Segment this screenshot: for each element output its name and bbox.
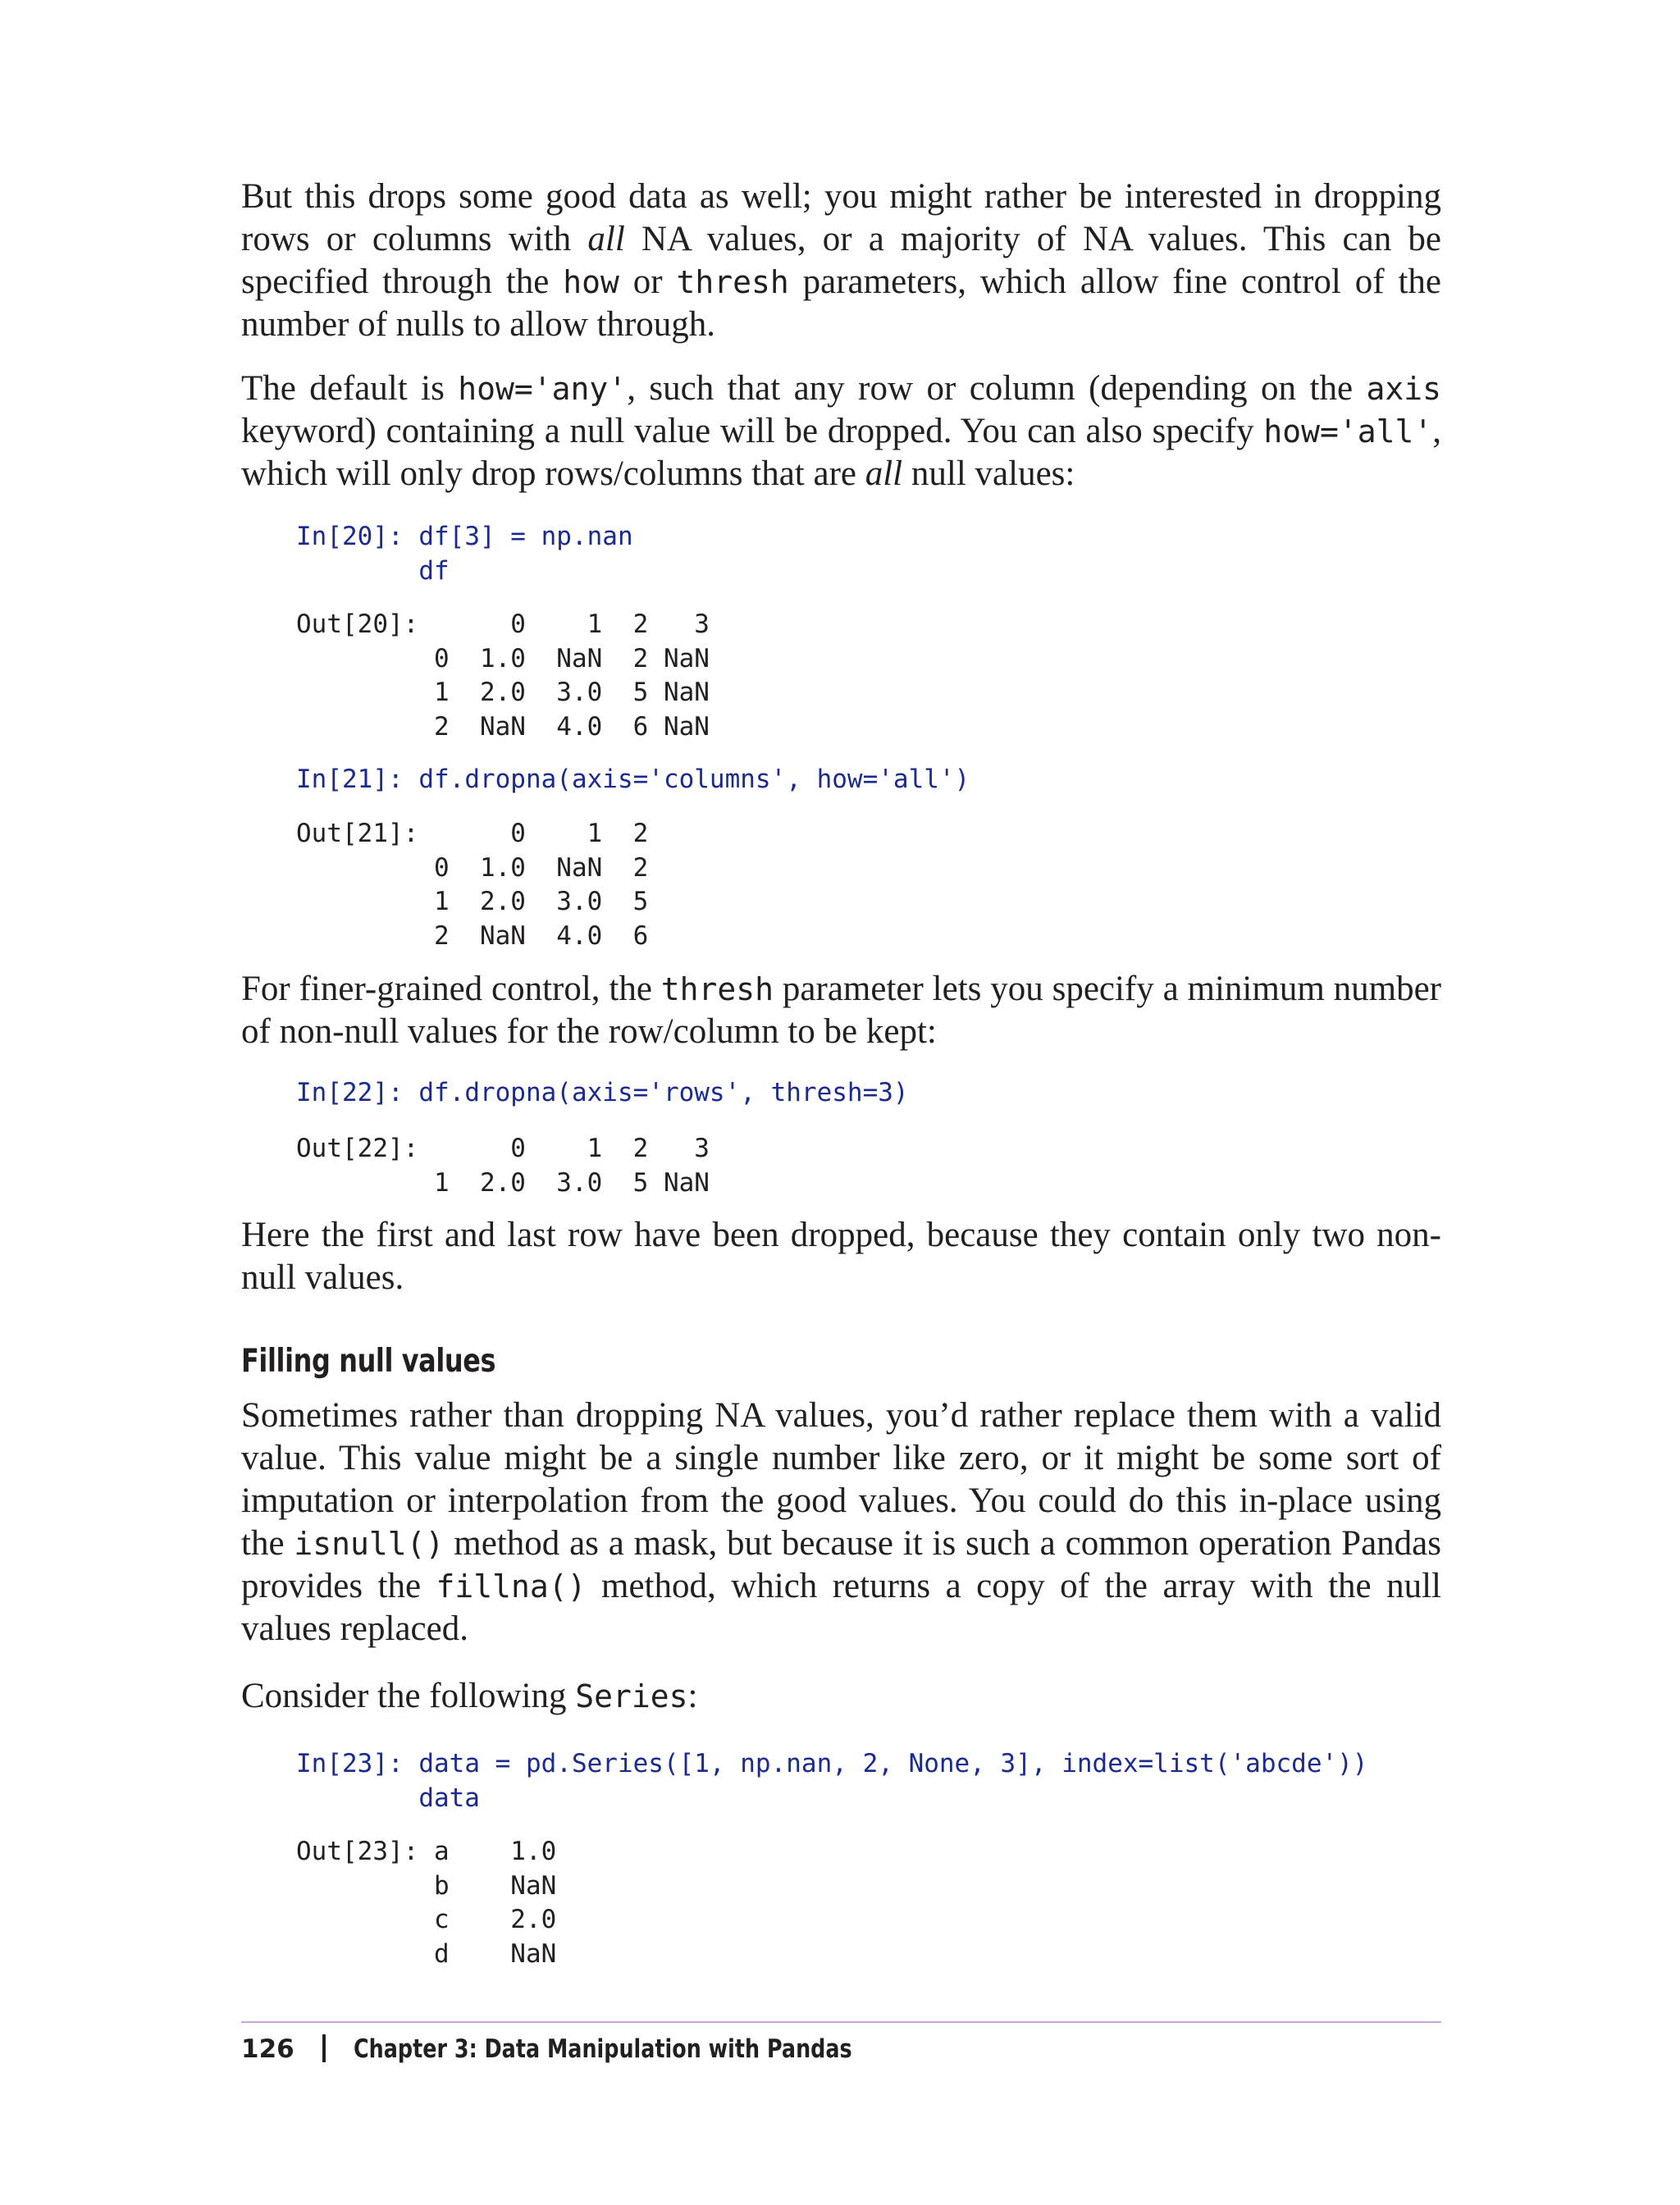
- output-prompt: Out[20]:: [296, 609, 419, 639]
- output-prompt: Out[22]:: [296, 1134, 419, 1163]
- input-prompt: In[23]:: [296, 1749, 404, 1778]
- paragraph-consider-series: [241, 1675, 1441, 1718]
- table-row: 1 2.0 3.0 5 NaN: [433, 678, 710, 707]
- inline-code: isnull(): [294, 1526, 445, 1562]
- code-line: df.dropna(axis='columns', how='all'): [418, 765, 970, 794]
- footer-rule: [241, 2021, 1441, 2023]
- paragraph-thresh: [241, 968, 1441, 1053]
- input-prompt: In[22]:: [296, 1078, 404, 1107]
- inline-code: Series: [575, 1678, 688, 1714]
- table-row: 0 1.0 NaN 2 NaN: [433, 643, 710, 673]
- text-span: The default is: [241, 369, 459, 408]
- output-prompt: Out[21]:: [296, 819, 419, 848]
- text-span: Here the first and last row have been dropped, because they contain only two nonnull values.: [241, 1216, 1441, 1297]
- page-number: 126: [241, 2034, 294, 2064]
- inline-code: axis: [1366, 371, 1441, 407]
- series-row: a 1.0: [433, 1837, 557, 1866]
- table-row: 2 NaN 4.0 6: [433, 920, 649, 951]
- paragraph-how-default: [241, 368, 1441, 495]
- input-prompt: In[20]:: [296, 522, 404, 551]
- table-row: 0 1.0 NaN 2: [433, 852, 649, 883]
- text-span: method, which returns a copy of the array with the null values replaced.: [241, 1567, 1441, 1648]
- table-header: 0 1 2 3: [433, 609, 710, 639]
- code-cell-out-21: [296, 817, 648, 953]
- text-span: , such that any row or column (depending on the: [627, 369, 1367, 408]
- code-cell-in-23: [296, 1747, 1367, 1815]
- code-line: df: [418, 555, 450, 586]
- table-header: 0 1 2: [433, 819, 649, 848]
- inline-code: how: [563, 264, 619, 300]
- text-span: parameter lets you specify a minimum number of non-null values for the row/column to be kept:: [241, 970, 1441, 1051]
- inline-code: how='all': [1263, 413, 1433, 450]
- table-row: 1 2.0 3.0 5: [433, 887, 649, 916]
- code-line: data = pd.Series([1, np.nan, 2, None, 3], index=list('abcde')): [418, 1749, 1368, 1778]
- inline-code: thresh: [660, 971, 774, 1007]
- code-cell-in-21: [296, 763, 970, 797]
- code-cell-in-20: [296, 520, 633, 588]
- table-row: 2 NaN 4.0 6 NaN: [433, 711, 710, 742]
- text-span: Consider the following: [241, 1677, 576, 1715]
- series-row: b NaN: [433, 1870, 557, 1901]
- chapter-title: Chapter 3: Data Manipulation with Pandas: [353, 2034, 852, 2064]
- table-row: 1 2.0 3.0 5 NaN: [433, 1167, 710, 1198]
- code-line: df[3] = np.nan: [418, 522, 633, 551]
- text-span: null values:: [902, 454, 1075, 493]
- input-prompt: In[21]:: [296, 765, 404, 794]
- text-span: But this drops some good data as well; you might rather be interested in dropping rows or columns with: [241, 177, 1441, 258]
- code-cell-out-22: [296, 1132, 710, 1200]
- paragraph-rows-dropped: [241, 1214, 1441, 1299]
- text-span: or: [619, 262, 677, 301]
- table-header: 0 1 2 3: [433, 1134, 710, 1163]
- code-cell-out-23: [296, 1835, 556, 1971]
- code-cell-out-20: [296, 608, 710, 744]
- section-heading: Filling null values: [241, 1343, 496, 1380]
- text-span: :: [687, 1677, 698, 1715]
- text-span: For finer-grained control, the: [241, 970, 661, 1008]
- series-row: c 2.0: [433, 1905, 557, 1934]
- text-span: , which will only drop rows/columns that are: [241, 412, 1441, 493]
- footer-separator: [322, 2034, 326, 2062]
- inline-code: thresh: [676, 264, 789, 300]
- text-span: Sometimes rather than dropping NA values, you’d rather replace them with a valid value. This value might be a single number like zero, or it might be some sort of imputation or interpolation from the good values. You could do this in-place using the: [241, 1396, 1441, 1563]
- text-span: parameters, which allow fine control of the number of nulls to allow through.: [241, 262, 1441, 344]
- text-span: method as a mask, but because it is such a common operation Pandas provides the: [241, 1524, 1441, 1605]
- text-span: keyword) containing a null value will be dropped. You can also specify: [241, 412, 1264, 450]
- paragraph-filling-intro: [241, 1395, 1441, 1650]
- emphasis: all: [865, 454, 903, 493]
- code-line: data: [418, 1783, 480, 1813]
- text-span: NA values, or a majority of NA values. This can be specified through the: [241, 220, 1441, 301]
- code-cell-in-22: [296, 1076, 909, 1111]
- paragraph-dropping-options: [241, 176, 1441, 346]
- output-prompt: Out[23]:: [296, 1837, 419, 1866]
- code-line: df.dropna(axis='rows', thresh=3): [418, 1078, 909, 1107]
- page-footer: [241, 2033, 961, 2066]
- series-row: d NaN: [433, 1938, 557, 1969]
- inline-code: how='any': [458, 371, 628, 407]
- inline-code: fillna(): [436, 1568, 587, 1605]
- emphasis: all: [587, 220, 625, 258]
